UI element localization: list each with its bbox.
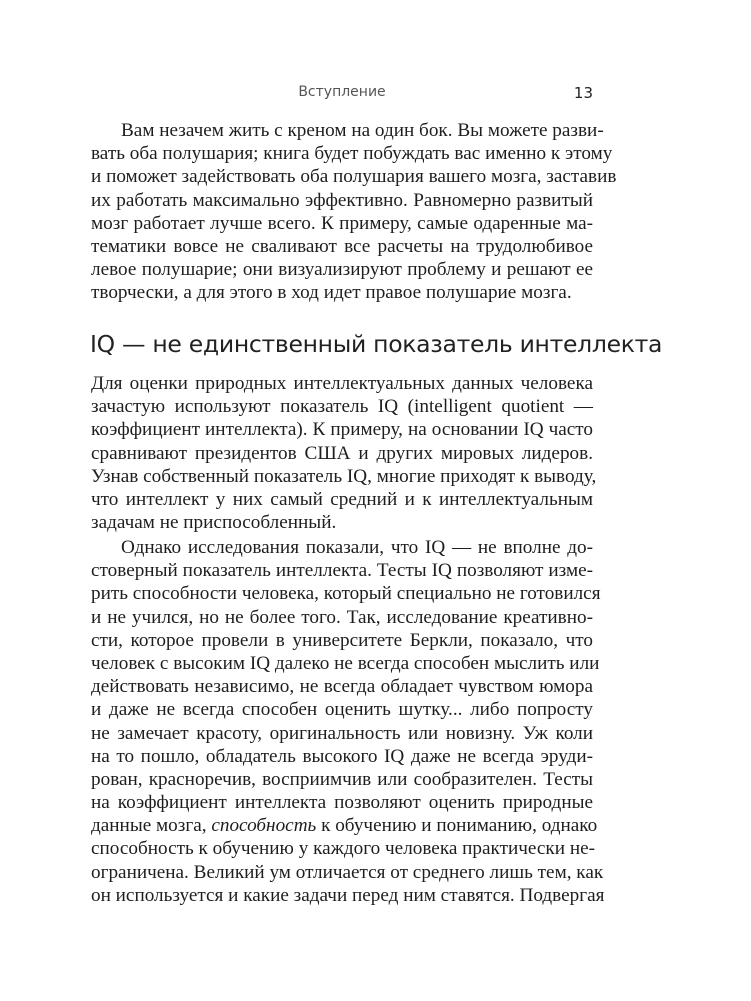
paragraph-2	[91, 372, 597, 534]
text-line: стоверный показатель интеллекта. Тесты IQ позволяют изме-	[91, 560, 593, 582]
text-line: и поможет задействовать оба полушария вашего мозга, заставив	[91, 166, 617, 188]
text-line: и даже не всегда способен оценить шутку... либо попросту	[91, 699, 593, 721]
text-line: что интеллект у них самый средний и к интеллектуальным	[91, 488, 593, 510]
text-line: и не учился, но не более того. Так, исследование креативно-	[91, 606, 593, 628]
text-line: рить способности человека, который специально не готовился	[91, 583, 601, 605]
text-line: творчески, а для этого в ход идет правое полушарие мозга.	[91, 282, 572, 304]
text-line: не замечает красоту, оригинальность или новизну. Уж коли	[91, 722, 593, 744]
text-line: Однако исследования показали, что IQ — не вполне до-	[121, 537, 593, 558]
page-number: 13	[573, 84, 593, 102]
text-line: сравнивают президентов США и других мировых лидеров.	[91, 442, 593, 464]
text-line: он используется и какие задачи перед ним ставятся. Подвергая	[91, 884, 605, 906]
text-line: человек с высоким IQ далеко не всегда способен мыслить или	[91, 652, 600, 674]
text-line: Для оценки природных интеллектуальных данных человека	[91, 373, 593, 394]
text-line: задачам не приспособленный.	[91, 512, 337, 534]
text-line: вать оба полушария; книга будет побуждать вас именно к этому	[91, 143, 613, 165]
text-line: на коэффициент интеллекта позволяют оценить природные	[91, 792, 593, 814]
running-title: Вступление	[298, 84, 386, 100]
text-line: левое полушарие; они визуализируют проблему и решают ее	[91, 259, 593, 281]
emphasized-word: способность	[211, 815, 317, 837]
text-line: тематики вовсе не сваливают все расчеты на трудолюбивое	[91, 235, 593, 257]
section-heading: IQ — не единственный показатель интеллекта	[90, 330, 663, 358]
text-span: данные мозга,	[91, 815, 212, 837]
text-line: коэффициент интеллекта). К примеру, на основании IQ часто	[91, 419, 593, 441]
text-line: зачастую используют показатель IQ (intelligent quotient —	[91, 396, 593, 418]
paragraph-3	[91, 536, 605, 907]
text-line: рован, красноречив, восприимчив или сообразителен. Тесты	[91, 768, 593, 790]
text-span: к обучению и пониманию, однако	[316, 815, 598, 837]
text-line: способность к обучению у каждого человека практически не-	[91, 838, 595, 860]
paragraph-1	[91, 119, 617, 305]
page-header	[91, 82, 593, 104]
text-line: ограничена. Великий ум отличается от среднего лишь тем, как	[91, 861, 604, 883]
text-line: их работать максимально эффективно. Равномерно развитый	[91, 189, 593, 211]
text-line: действовать независимо, не всегда обладает чувством юмора	[91, 676, 593, 698]
text-line: Вам незачем жить с креном на один бок. Вы можете разви-	[121, 120, 604, 141]
text-line: Узнав собственный показатель IQ, многие приходят к выводу,	[91, 465, 597, 487]
text-line	[91, 814, 598, 837]
text-line: сти, которое провели в университете Беркли, показало, что	[91, 629, 593, 651]
text-line: мозг работает лучше всего. К примеру, самые одаренные ма-	[91, 212, 593, 234]
text-line: на то пошло, обладатель высокого IQ даже не всегда эруди-	[91, 745, 593, 767]
